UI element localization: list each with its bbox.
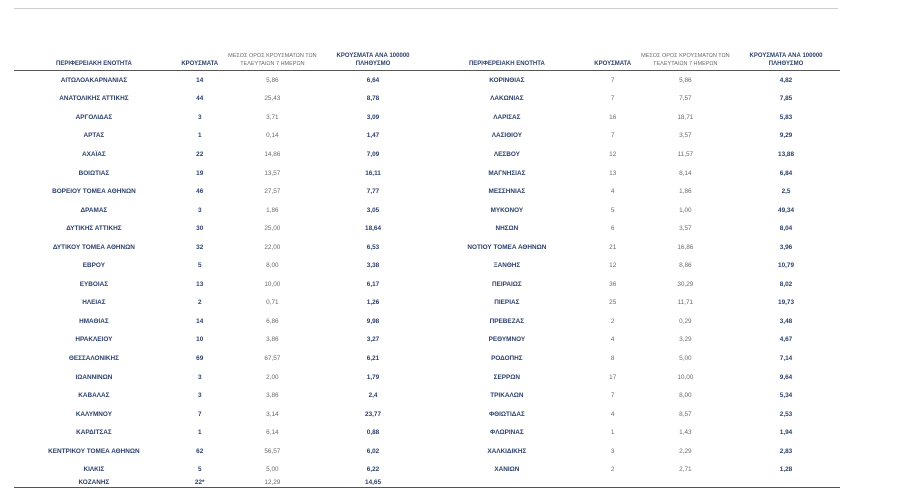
cases-cell: 8 [610,354,615,362]
cases-cell: 2 [610,466,615,474]
cases-cell: 62 [196,447,204,455]
cases-cell: 36 [609,280,617,288]
per100k-cell: 6,84 [779,169,793,177]
cases-cell: 17 [609,373,617,381]
mean-cell: 67,57 [264,354,281,362]
region-name-cell: ΧΑΛΚΙΔΙΚΗΣ [487,447,527,455]
cases-cell: 4 [610,336,615,344]
region-name-cell: ΚΙΛΚΙΣ [83,466,105,474]
cases-cell: 14 [196,76,204,84]
mean-cell: 8,57 [679,410,692,418]
header-cases-left: ΚΡΟΥΣΜΑΤΑ [174,46,226,71]
region-name-cell: ΠΕΙΡΑΙΩΣ [491,280,522,288]
header-mean-left: ΜΕΣΟΣ ΟΡΟΣ ΚΡΟΥΣΜΑΤΩΝ ΤΩΝ ΤΕΛΕΥΤΑΙΩΝ 7 ΗΜΕΡΩΝ [226,46,319,71]
cases-cell: 7 [610,392,615,400]
region-name-cell: ΑΙΤΩΛΟΑΚΑΡΝΑΝΙΑΣ [60,76,128,84]
mean-cell: 12,29 [226,479,319,488]
mean-cell: 18,71 [677,113,694,121]
per100k-cell: 6,22 [366,466,380,474]
per100k-cell: 3,38 [366,262,380,270]
per100k-cell: 1,79 [366,373,380,381]
per100k-cell: 7,85 [779,95,793,103]
mean-cell: 16,86 [677,243,694,251]
cases-cell: 14 [196,317,204,325]
table-header-row [14,46,840,71]
cases-cell: 46 [196,188,204,196]
mean-cell: 3,57 [679,132,692,140]
cases-cell: 12 [609,150,617,158]
table-row [14,219,840,238]
cases-cell: 1 [610,429,615,437]
mean-cell: 8,00 [266,262,279,270]
mean-cell: 30,29 [677,280,694,288]
mean-cell: 22,00 [264,243,281,251]
region-name-cell: ΛΑΚΩΝΙΑΣ [490,95,524,103]
per100k-cell [732,479,840,488]
region-name-cell: ΔΥΤΙΚΟΥ ΤΟΜΕΑ ΑΘΗΝΩΝ [52,243,135,251]
per100k-cell: 1,28 [779,466,793,474]
per100k-cell: 0,88 [366,429,380,437]
mean-cell: 3,86 [266,392,279,400]
region-name-cell: ΝΟΤΙΟΥ ΤΟΜΕΑ ΑΘΗΝΩΝ [467,243,547,251]
cases-cell: 3 [197,206,202,214]
header-mean-right: ΜΕΣΟΣ ΟΡΟΣ ΚΡΟΥΣΜΑΤΩΝ ΤΩΝ ΤΕΛΕΥΤΑΙΩΝ 7 ΗΜΕΡΩΝ [639,46,732,71]
table-row [14,442,840,461]
per100k-cell: 49,34 [778,206,795,214]
mean-cell: 5,00 [679,354,692,362]
region-name-cell: ΑΡΓΟΛΙΔΑΣ [75,113,113,121]
cases-cell: 3 [197,392,202,400]
table-row [14,127,840,146]
mean-cell [639,479,732,488]
region-name-cell: ΑΧΑΪΑΣ [82,150,106,158]
cases-cell: 10 [196,336,204,344]
cases-cell: 4 [610,188,615,196]
mean-cell: 2,29 [679,447,692,455]
region-name-cell: ΠΡΕΒΕΖΑΣ [489,317,525,325]
mean-cell: 3,29 [679,336,692,344]
cases-cell: 30 [196,225,204,233]
region-name-cell: ΡΕΘΥΜΝΟΥ [488,336,526,344]
region-name-cell: ΔΡΑΜΑΣ [80,206,108,214]
mean-cell: 6,86 [266,317,279,325]
cases-cell: 1 [197,429,202,437]
table-row [14,256,840,275]
per100k-cell: 5,34 [779,392,793,400]
region-name-cell: ΞΑΝΘΗΣ [493,262,521,270]
region-name-cell: ΙΩΑΝΝΙΝΩΝ [75,373,113,381]
mean-cell: 10,00 [677,373,694,381]
per100k-cell: 6,53 [366,243,380,251]
mean-cell: 3,57 [679,225,692,233]
table-row [14,405,840,424]
mean-cell: 11,57 [677,150,694,158]
cases-cell: 3 [197,113,202,121]
cases-cell: 7 [610,132,615,140]
cases-cell: 2 [197,299,202,307]
mean-cell: 1,86 [679,188,692,196]
mean-cell: 3,86 [266,336,279,344]
mean-cell: 1,86 [266,206,279,214]
region-name-cell: ΛΕΣΒΟΥ [493,150,520,158]
mean-cell: 10,00 [264,280,281,288]
mean-cell: 6,14 [266,429,279,437]
header-region-right: ΠΕΡΙΦΕΡΕΙΑΚΗ ΕΝΟΤΗΤΑ [427,46,587,71]
per100k-cell: 5,83 [779,113,793,121]
mean-cell: 0,29 [679,317,692,325]
per100k-cell: 1,94 [779,429,793,437]
per100k-cell: 14,65 [319,479,427,488]
per100k-cell: 9,64 [779,373,793,381]
region-name-cell: ΗΜΑΘΙΑΣ [79,317,109,325]
region-name-cell: ΧΑΝΙΩΝ [494,466,520,474]
mean-cell: 7,57 [679,95,692,103]
cases-cell: 13 [609,169,617,177]
header-cases-right: ΚΡΟΥΣΜΑΤΑ [587,46,639,71]
table-row [14,312,840,331]
per100k-cell: 3,09 [366,113,380,121]
mean-cell: 56,57 [264,447,281,455]
cases-cell: 7 [610,95,615,103]
cases-cell: 4 [610,410,615,418]
mean-cell: 5,00 [266,466,279,474]
mean-cell: 0,71 [266,299,279,307]
per100k-cell: 13,88 [778,150,795,158]
region-name-cell: ΘΕΣΣΑΛΟΝΙΚΗΣ [68,354,119,362]
per100k-cell: 3,48 [779,317,793,325]
cases-cell: 1 [197,132,202,140]
per100k-cell: 7,14 [779,354,793,362]
mean-cell: 1,00 [679,206,692,214]
per100k-cell: 1,47 [366,132,380,140]
per100k-cell: 3,27 [366,336,380,344]
cases-cell: 3 [197,373,202,381]
cases-cell: 69 [196,354,204,362]
per100k-cell: 10,79 [778,262,795,270]
cases-cell: 44 [196,95,204,103]
region-name-cell: ΠΙΕΡΙΑΣ [494,299,520,307]
cases-cell: 7 [610,76,615,84]
cases-cell: 6 [610,225,615,233]
region-name-cell: ΕΒΡΟΥ [82,262,105,270]
header-per100k-left: ΚΡΟΥΣΜΑΤΑ ΑΝΑ 100000 ΠΛΗΘΥΣΜΟ [319,46,427,71]
cases-cell: 2 [610,317,615,325]
cases-table [14,46,840,488]
cases-cell: 21 [609,243,617,251]
per100k-cell: 6,64 [366,76,380,84]
mean-cell: 27,57 [264,188,281,196]
region-name-cell: ΑΝΑΤΟΛΙΚΗΣ ΑΤΤΙΚΗΣ [59,95,129,103]
mean-cell: 1,43 [679,429,692,437]
region-name-cell [427,479,587,488]
region-name-cell: ΤΡΙΚΑΛΩΝ [490,392,524,400]
header-region-left: ΠΕΡΙΦΕΡΕΙΑΚΗ ΕΝΟΤΗΤΑ [14,46,174,71]
table-row [14,238,840,257]
region-name-cell: ΚΟΖΑΝΗΣ [14,479,174,488]
mean-cell: 5,86 [266,76,279,84]
region-name-cell: ΛΑΡΙΣΑΣ [493,113,521,121]
region-name-cell: ΜΥΚΟΝΟΥ [490,206,524,214]
cases-cell: 25 [609,299,617,307]
per100k-cell: 9,98 [366,317,380,325]
mean-cell: 8,00 [679,392,692,400]
per100k-cell: 7,77 [366,188,380,196]
table-row [14,386,840,405]
cases-cell: 12 [609,262,617,270]
region-name-cell: ΦΛΩΡΙΝΑΣ [489,429,524,437]
mean-cell: 2,00 [266,373,279,381]
region-name-cell: ΒΟΡΕΙΟΥ ΤΟΜΕΑ ΑΘΗΝΩΝ [52,188,136,196]
mean-cell: 5,86 [679,76,692,84]
table-row [14,182,840,201]
region-name-cell: ΕΥΒΟΙΑΣ [79,280,109,288]
mean-cell: 0,14 [266,132,279,140]
per100k-cell: 2,83 [779,447,793,455]
cases-cell: 22* [174,479,226,488]
per100k-cell: 2,5 [781,188,791,196]
region-name-cell: ΚΑΒΑΛΑΣ [78,392,110,400]
per100k-cell: 2,53 [779,410,793,418]
cases-cell: 5 [197,466,202,474]
region-name-cell: ΜΕΣΣΗΝΙΑΣ [488,188,526,196]
region-name-cell: ΑΡΤΑΣ [83,132,105,140]
per100k-cell: 7,09 [366,150,380,158]
region-name-cell: ΜΑΓΝΗΣΙΑΣ [488,169,526,177]
region-name-cell: ΚΑΛΥΜΝΟΥ [75,410,112,418]
per100k-cell: 3,96 [779,243,793,251]
table-row [14,479,840,488]
per100k-cell: 6,21 [366,354,380,362]
cases-cell: 7 [197,410,202,418]
top-divider [14,8,838,9]
per100k-cell: 9,29 [779,132,793,140]
table-row [14,71,840,90]
per100k-cell: 6,17 [366,280,380,288]
mean-cell: 2,71 [679,466,692,474]
mean-cell: 13,57 [264,169,281,177]
table-row [14,349,840,368]
table-row [14,294,840,313]
table-row [14,423,840,442]
per100k-cell: 4,82 [779,76,793,84]
region-name-cell: ΚΟΡΙΝΘΙΑΣ [489,76,525,84]
per100k-cell: 8,04 [779,225,793,233]
header-per100k-right: ΚΡΟΥΣΜΑΤΑ ΑΝΑ 100000 ΠΛΗΘΥΣΜΟ [732,46,840,71]
table-row [14,164,840,183]
per100k-cell: 8,02 [779,280,793,288]
per100k-cell: 3,05 [366,206,380,214]
per100k-cell: 1,26 [366,299,380,307]
mean-cell: 25,00 [264,225,281,233]
mean-cell: 3,14 [266,410,279,418]
mean-cell: 3,71 [266,113,279,121]
table-row [14,108,840,127]
cases-cell: 32 [196,243,204,251]
region-name-cell: ΔΥΤΙΚΗΣ ΑΤΤΙΚΗΣ [66,225,122,233]
per100k-cell: 8,78 [366,95,380,103]
cases-cell: 13 [196,280,204,288]
region-name-cell: ΦΘΙΩΤΙΔΑΣ [488,410,525,418]
per100k-cell: 23,77 [365,410,382,418]
region-name-cell: ΚΕΝΤΡΙΚΟΥ ΤΟΜΕΑ ΑΘΗΝΩΝ [48,447,140,455]
region-name-cell: ΗΛΕΙΑΣ [82,299,106,307]
mean-cell: 25,43 [264,95,281,103]
mean-cell: 11,71 [677,299,694,307]
cases-cell: 19 [196,169,204,177]
per100k-cell: 16,11 [365,169,381,177]
cases-cell: 5 [610,206,615,214]
region-name-cell: ΗΡΑΚΛΕΙΟΥ [75,336,113,344]
per100k-cell: 2,4 [368,392,378,400]
per100k-cell: 6,02 [366,447,380,455]
region-name-cell: ΒΟΙΩΤΙΑΣ [78,169,110,177]
region-name-cell: ΛΑΣΙΘΙΟΥ [491,132,523,140]
mean-cell: 8,14 [679,169,692,177]
per100k-cell: 4,67 [779,336,793,344]
table-row [14,90,840,109]
table-row [14,460,840,479]
per100k-cell: 19,73 [778,299,795,307]
region-name-cell: ΡΟΔΟΠΗΣ [491,354,523,362]
region-name-cell: ΝΗΣΩΝ [495,225,519,233]
table-row [14,331,840,350]
cases-cell: 16 [609,113,617,121]
table-row [14,145,840,164]
mean-cell: 8,86 [679,262,692,270]
table-row [14,368,840,387]
cases-cell [587,479,639,488]
region-name-cell: ΣΕΡΡΩΝ [493,373,521,381]
table-row [14,201,840,220]
cases-cell: 22 [196,150,204,158]
table-row [14,275,840,294]
mean-cell: 14,86 [264,150,281,158]
cases-cell: 3 [610,447,615,455]
region-name-cell: ΚΑΡΔΙΤΣΑΣ [76,429,112,437]
cases-cell: 5 [197,262,202,270]
per100k-cell: 18,64 [365,225,382,233]
